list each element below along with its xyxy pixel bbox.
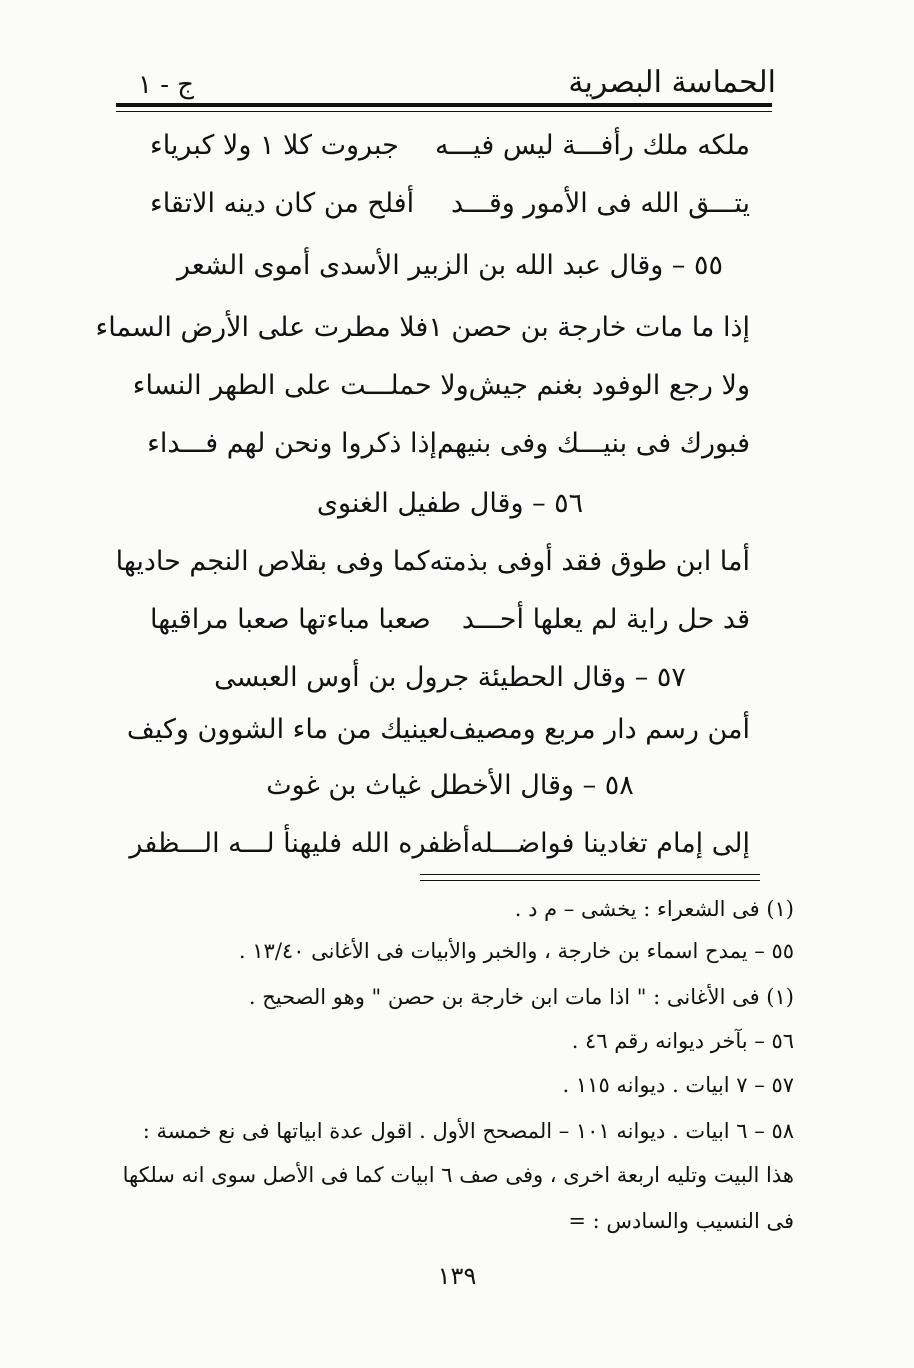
verse-line xyxy=(150,126,750,166)
verse-line xyxy=(147,424,750,464)
poem-heading-55: ٥٥ – وقال عبد الله بن الزبير الأسدى أموى الشعر xyxy=(177,250,723,281)
verse-hemistich-first: ولا رجع الوفود بغنم جيش xyxy=(468,370,750,401)
verse-hemistich-first: فبورك فى بنيـــك وفى بنيهم xyxy=(436,428,750,459)
page-number: ١٣٩ xyxy=(437,1262,477,1290)
verse-hemistich-second: جبروت كلا ١ ولا كبرياء xyxy=(150,130,399,161)
verse-hemistich-second: لعينيك من ماء الشوون وكيف xyxy=(126,714,449,745)
header-rule-thick xyxy=(116,103,772,107)
verse-hemistich-second: كما وفى بقلاص النجم حاديها xyxy=(115,546,430,577)
poem-heading-58: ٥٨ – وقال الأخطل غياث بن غوث xyxy=(266,770,634,801)
footnote: ٥٦ – بآخر ديوانه رقم ٤٦ . xyxy=(571,1029,794,1053)
poem-heading-57: ٥٧ – وقال الحطيئة جرول بن أوس العبسى xyxy=(214,662,686,693)
verse-line xyxy=(115,542,750,582)
verse-hemistich-second: ولا حملـــت على الطهر النساء xyxy=(132,370,469,401)
footnote-rule xyxy=(420,880,760,881)
verse-hemistich-second: أفلح من كان دينه الاتقاء xyxy=(150,188,415,219)
book-title: الحماسة البصرية xyxy=(568,65,776,100)
verse-hemistich-first: إلى إمام تغادينا فواضـــله xyxy=(470,828,750,859)
verse-line xyxy=(150,600,750,640)
verse-hemistich-second: أظفره الله فليهنأ لـــه الـــظفر xyxy=(129,828,470,859)
verse-line xyxy=(132,366,750,406)
verse-hemistich-first: ملكه ملك رأفـــة ليس فيـــه xyxy=(435,130,750,161)
verse-hemistich-second: فلا مطرت على الأرض السماء xyxy=(95,312,429,343)
verse-hemistich-first: أما ابن طوق فقد أوفى بذمته xyxy=(429,546,750,577)
poem-heading-56: ٥٦ – وقال طفيل الغنوى xyxy=(316,488,584,519)
verse-hemistich-second: إذا ذكروا ونحن لهم فـــداء xyxy=(147,428,437,459)
footnote: ٥٧ – ٧ ابيات . ديوانه ١١٥ . xyxy=(562,1073,794,1097)
verse-line xyxy=(150,184,750,224)
header-rule-thin xyxy=(116,111,772,112)
verse-line xyxy=(129,824,750,864)
footnote: (١) فى الأغانى : " اذا مات ابن خارجة بن حصن " وهو الصحيح . xyxy=(248,985,794,1009)
footnote: ٥٨ – ٦ ابيات . ديوانه ١٠١ – المصحح الأول . اقول عدة ابياتها فى نع خمسة : xyxy=(142,1119,794,1143)
footnote: هذا البيت وتليه اربعة اخرى ، وفى صف ٦ ابيات كما فى الأصل سوى انه سلكها xyxy=(122,1163,794,1187)
verse-hemistich-first: يتـــق الله فى الأمور وقـــد xyxy=(451,188,750,219)
running-header xyxy=(108,48,776,100)
verse-hemistich-first: قد حل راية لم يعلها أحـــد xyxy=(461,604,750,635)
verse-hemistich-second: صعبا مباءتها صعبا مراقيها xyxy=(150,604,431,635)
verse-hemistich-first: أمن رسم دار مربع ومصيف xyxy=(448,714,750,745)
verse-line xyxy=(126,710,750,750)
footnote: (١) فى الشعراء : يخشى – م د . xyxy=(514,897,794,921)
verse-hemistich-first: إذا ما مات خارجة بن حصن ١ xyxy=(428,312,750,343)
footnote-rule xyxy=(420,874,760,875)
verse-line xyxy=(95,308,750,348)
volume-label: ج - ١ xyxy=(138,70,195,100)
footnote: فى النسيب والسادس : = xyxy=(568,1209,794,1233)
footnote: ٥٥ – يمدح اسماء بن خارجة ، والخبر والأبيات فى الأغانى ١٣/٤٠ . xyxy=(238,939,794,963)
